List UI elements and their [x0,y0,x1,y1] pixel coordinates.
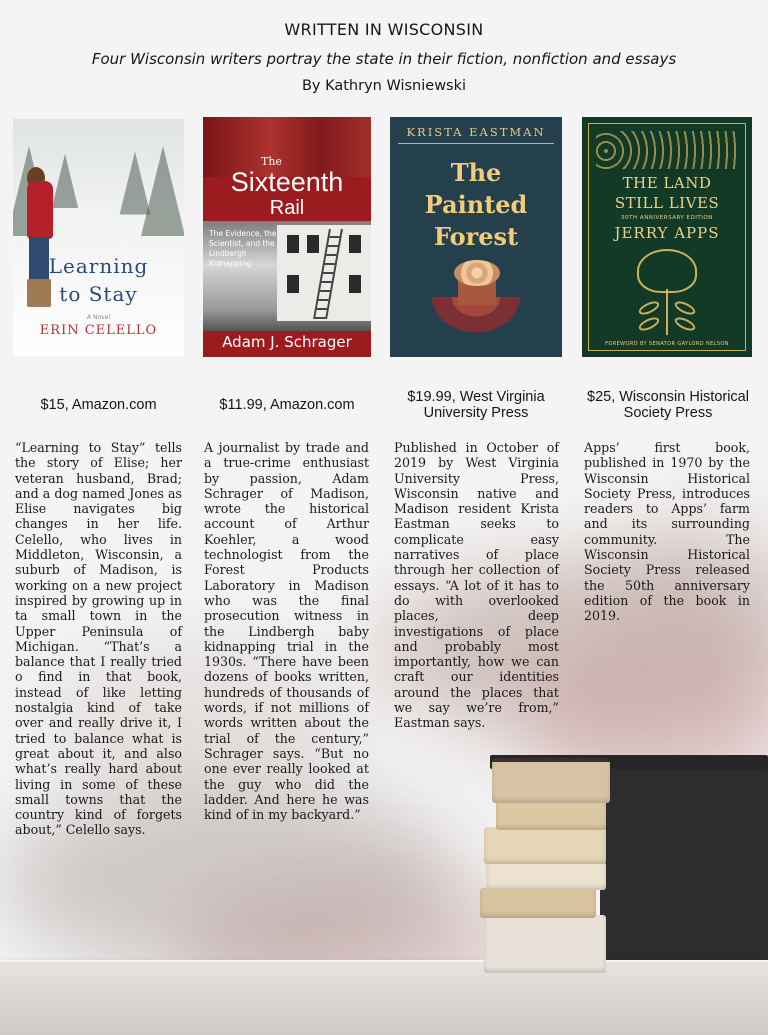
cover-title: Learning to Stay [48,254,149,306]
book-description: Published in October of 2019 by West Virginia University Press, Wisconsin native and Madison resident Krista Eastman seeks to complicate easy narratives of place through her collection of essays. “A lot of it has to do with overlooked places, deep investigations of place and probably most importantly, how we can craft our identities around the places that we say we’re from,” Eastman says. [394,440,559,731]
cover-author: JERRY APPS [614,224,720,242]
article-subtitle: Four Wisconsin writers portray the state in their fiction, nonfiction and essays [91,50,677,68]
book-cover-painted-forest [390,117,562,357]
cover-edition: 50TH ANNIVERSARY EDITION [621,215,713,221]
cover-author: ERIN CELELLO [39,323,158,338]
cover-title: Sixteenth [230,167,344,197]
cover-title: The Painted Forest [424,158,528,251]
cover-author: KRISTA EASTMAN [406,125,546,139]
cover-author: Adam J. Schrager [222,333,352,351]
book-description: A journalist by trade and a true-crime enthusiast by passion, Adam Schrager of Madison, wrote the historical account of Arthur Koehler, a wood technologist from the Forest Products Laboratory in Madison who was the final prosecution witness in the Lindbergh baby kidnapping trial in the 1930s. “There have been dozens of books written, hundreds of thousands of words, if not millions of words written about the trial of the century,” Schrager says. “But no one ever really looked at the guy who did the ladder. And here he was kind of in my backyard.” [204,440,369,823]
article-title: WRITTEN IN WISCONSIN [284,20,484,39]
price-label: $11.99, Amazon.com [219,397,355,413]
price-label: $15, Amazon.com [40,397,157,413]
cover-subtitle: The Evidence, the Scientist, and the Lindbergh Kidnapping [209,229,277,268]
price-label: $25, Wisconsin Historical Society Press [587,389,749,421]
cover-title-rail: Rail [269,197,305,219]
book-cover-sixteenth-rail [203,117,371,357]
book-cover-learning-to-stay [13,119,184,356]
shelf [0,962,768,1035]
dark-background-shape [600,760,768,970]
price-label: $19.99, West Virginia University Press [407,389,545,421]
cover-foreword: FOREWORD BY SENATOR GAYLORD NELSON [605,341,729,347]
cover-title: THE LAND STILL LIVES [614,174,720,212]
article-byline: By Kathryn Wisniewski [301,78,467,94]
book-description: “Learning to Stay” tells the story of Elise; her veteran husband, Brad; and a dog named Jones as Elise navigates big changes in her life. Celello, who lives in Middleton, Wisconsin, a suburb of Madison, is working on a new project inspired by growing up in ta small town in the Upper Peninsula of Michigan. “That’s a balance that I really tried o find in that book, instead of like letting nostalgia kind of take over and really drive it, I tried to balance what is great about it, and also what’s really hard about living in some of these small towns that the country kind of forgets about,” Celello says. [15,440,182,838]
book-cover-land-still-lives [582,117,752,357]
cover-tagline: A Novel [86,314,111,321]
cover-title-the: The [261,155,282,168]
book-description: Apps’ first book, published in 1970 by the Wisconsin Historical Society Press, introduces readers to Apps’ farm and its surrounding community. The Wisconsin Historical Society Press released the 50th anniversary edition of the book in 2019. [584,440,750,624]
